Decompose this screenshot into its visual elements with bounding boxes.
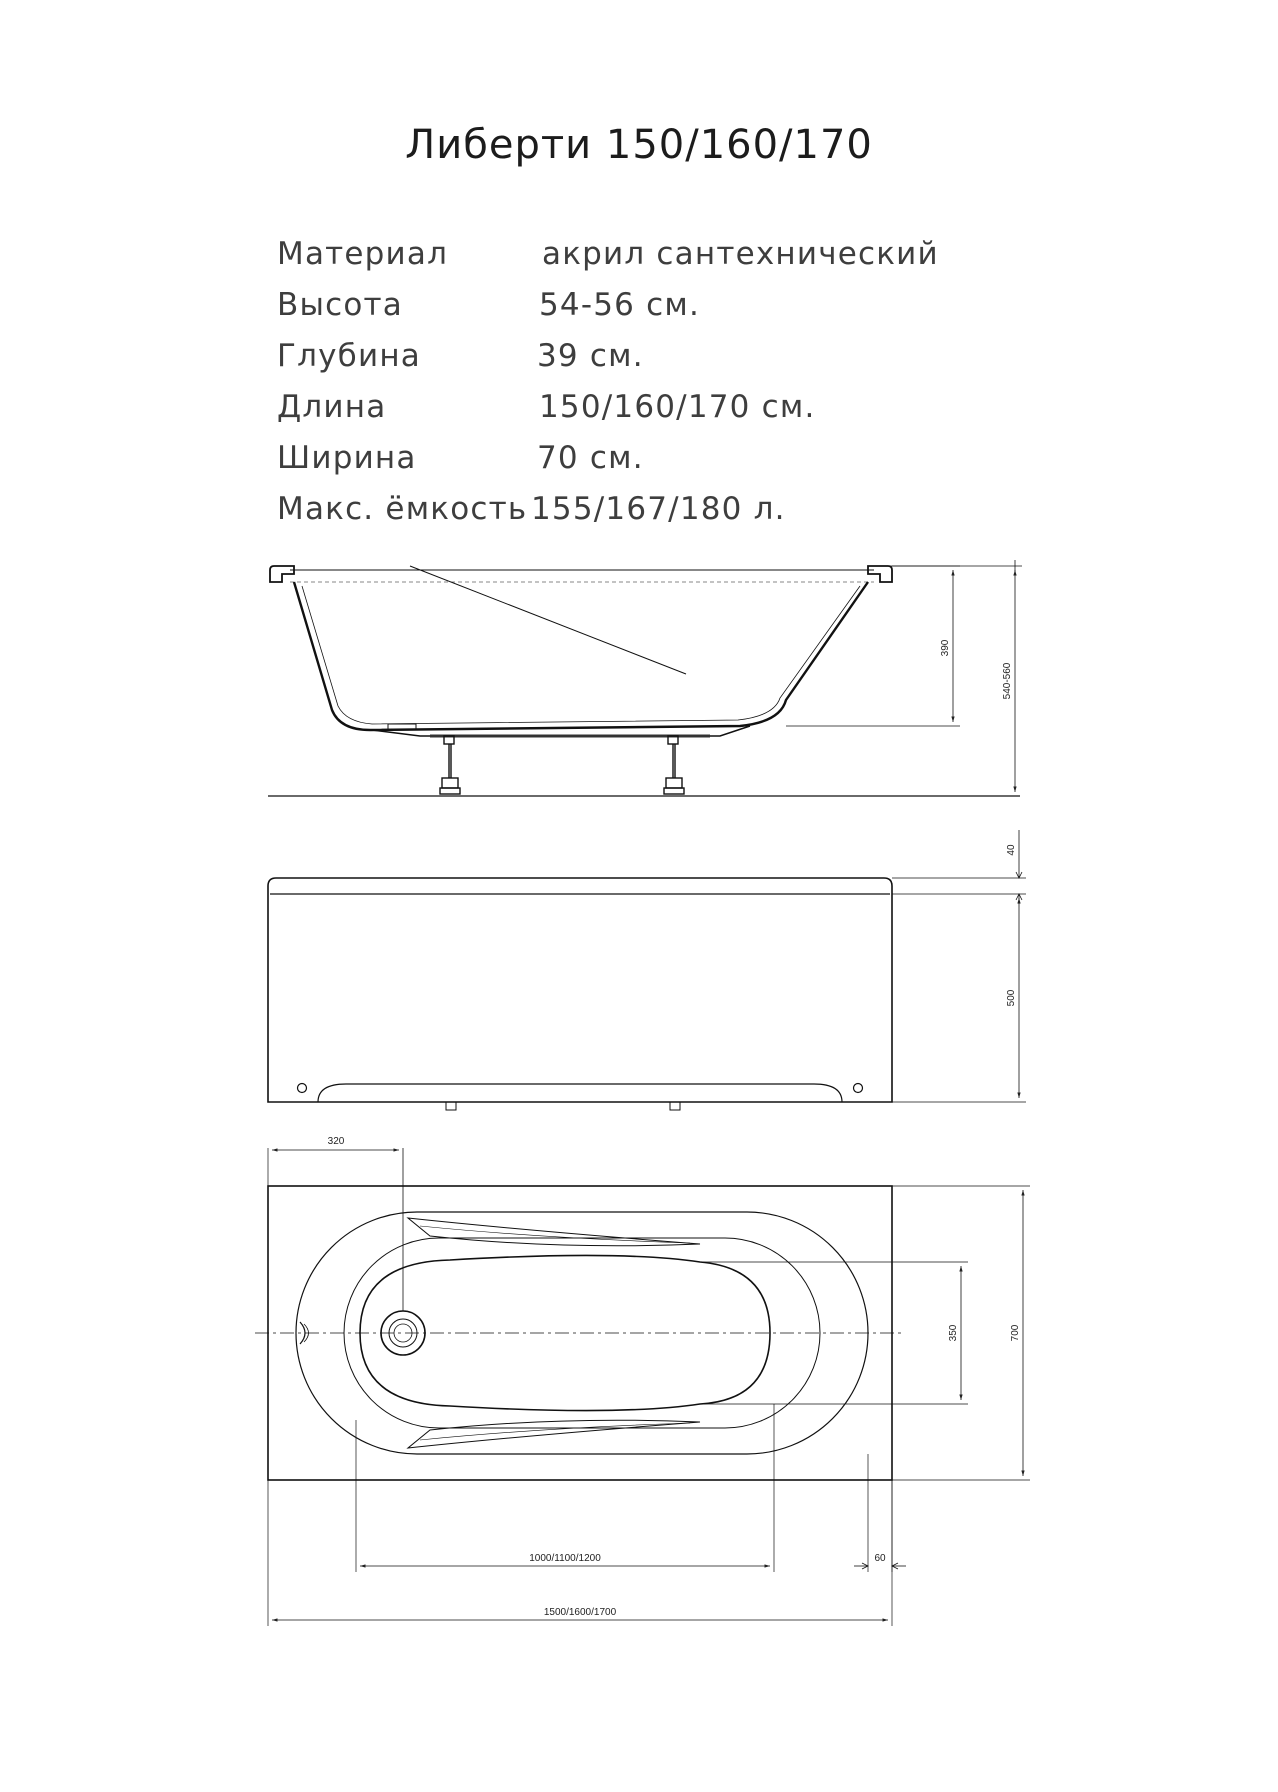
spec-value: 39 см. [537, 338, 644, 374]
spec-label: Длина [277, 389, 387, 425]
dim-depth: 390 [940, 639, 951, 657]
top-plan-view [255, 1148, 1030, 1626]
spec-label: Высота [277, 287, 404, 323]
spec-value: 150/160/170 см. [539, 389, 816, 425]
spec-label: Глубина [277, 338, 421, 374]
spec-label: Макс. ёмкость [277, 491, 528, 527]
dim-inner-length: 1000/1100/1200 [529, 1553, 601, 1564]
side-section-view [268, 560, 1022, 796]
spec-value: 155/167/180 л. [531, 491, 786, 527]
spec-value: 70 см. [537, 440, 644, 476]
spec-label: Материал [277, 236, 449, 272]
front-panel-view [268, 830, 1026, 1110]
dim-panel-height: 500 [1006, 989, 1017, 1007]
spec-value: 54-56 см. [539, 287, 701, 323]
dim-drain-offset: 320 [327, 1136, 345, 1147]
dim-height: 540-560 [1002, 662, 1013, 700]
dim-panel-top: 40 [1006, 844, 1017, 856]
leg-right [664, 736, 684, 794]
page-title: Либерти 150/160/170 [405, 122, 873, 168]
leg-left [440, 736, 460, 794]
dim-length: 1500/1600/1700 [543, 1607, 617, 1618]
dim-width: 700 [1010, 1324, 1021, 1342]
spec-value: акрил сантехнический [542, 236, 939, 272]
spec-label: Ширина [277, 440, 417, 476]
dim-inner-width: 350 [948, 1324, 959, 1342]
dim-edge: 60 [874, 1553, 886, 1564]
